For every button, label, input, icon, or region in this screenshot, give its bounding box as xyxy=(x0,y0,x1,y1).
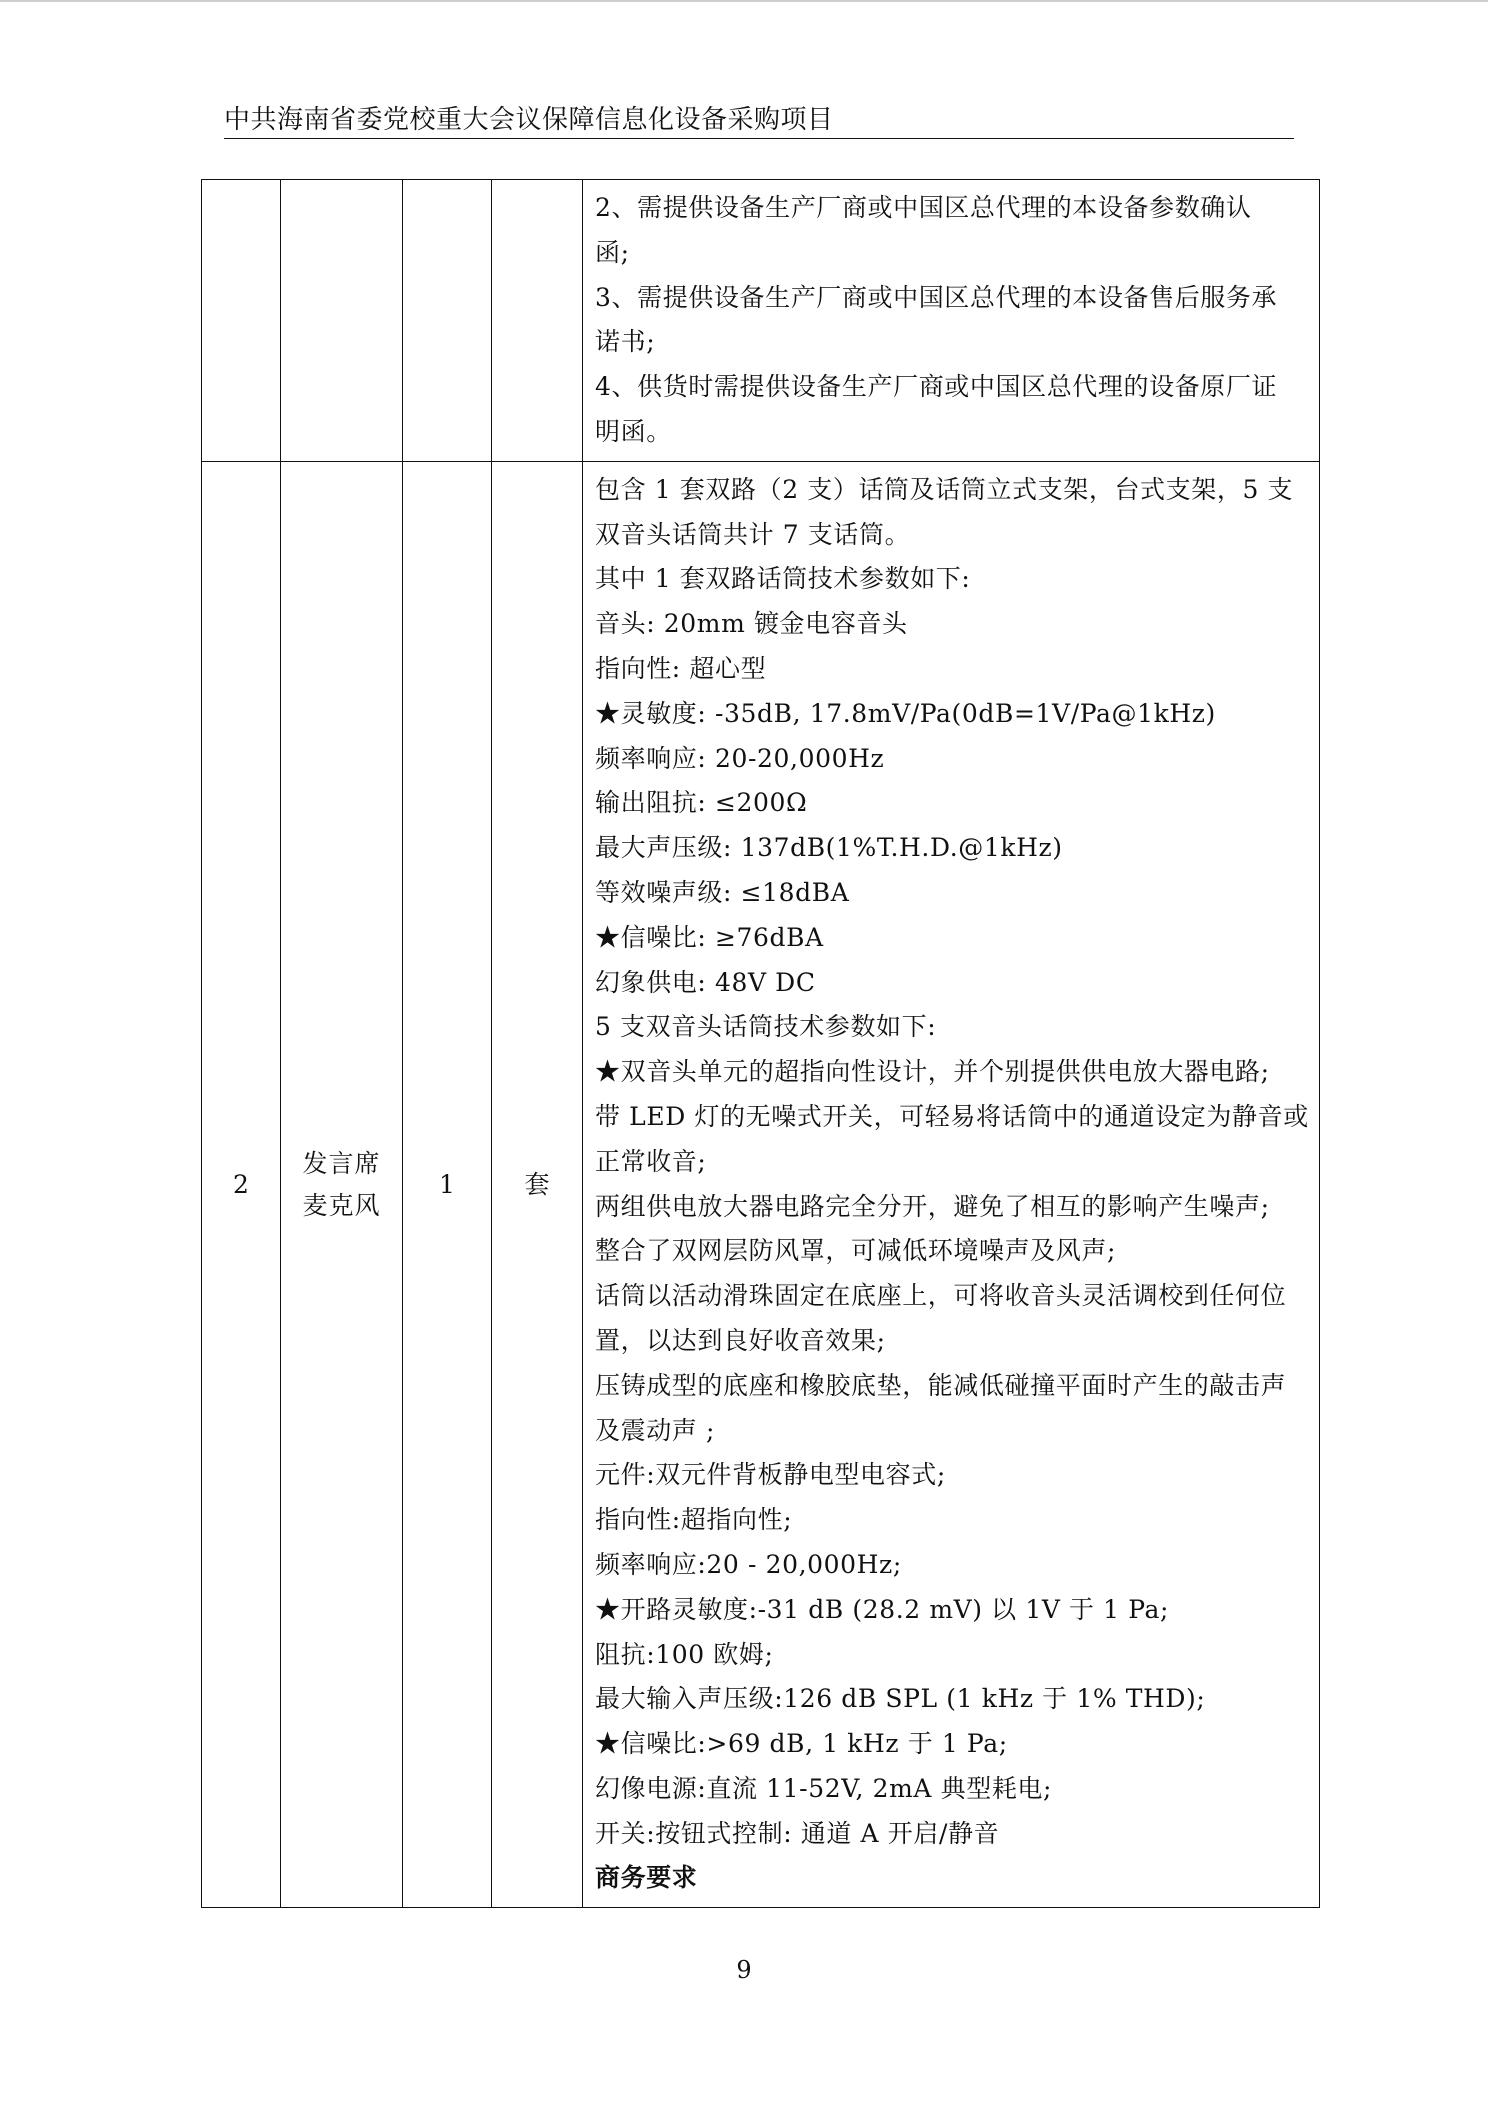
detail-line: 5 支双音头话筒技术参数如下: xyxy=(595,1012,937,1042)
page-top-rule xyxy=(0,0,1488,2)
detail-line: ★双音头单元的超指向性设计，并个别提供供电放大器电路; xyxy=(595,1057,1270,1087)
page-number: 9 xyxy=(736,1956,752,1984)
detail-line: 最大声压级: 137dB(1%T.H.D.@1kHz) xyxy=(595,833,1063,863)
detail-line: ★信噪比:>69 dB, 1 kHz 于 1 Pa; xyxy=(595,1729,1008,1759)
cell-unit: 套 xyxy=(492,461,583,1908)
item-name-text: 发言席麦克风 xyxy=(302,1148,381,1220)
detail-line: 诺书; xyxy=(595,327,656,357)
cell-name xyxy=(281,461,403,1908)
detail-line: 音头: 20mm 镀金电容音头 xyxy=(595,609,908,639)
detail-line: 正常收音; xyxy=(595,1146,707,1176)
detail-line: 函; xyxy=(595,237,630,267)
detail-line: 4、供货时需提供设备生产厂商或中国区总代理的设备原厂证 xyxy=(595,372,1278,402)
page-header xyxy=(224,104,1294,139)
cell-name xyxy=(281,180,403,462)
detail-line: 元件:双元件背板静电型电容式; xyxy=(595,1460,946,1490)
detail-line: 两组供电放大器电路完全分开，避免了相互的影响产生噪声; xyxy=(595,1191,1270,1221)
cell-detail xyxy=(583,180,1320,462)
detail-line: ★灵敏度: -35dB, 17.8mV/Pa(0dB=1V/Pa@1kHz) xyxy=(595,698,1216,728)
detail-lines xyxy=(595,186,1309,455)
cell-index: 2 xyxy=(202,461,281,1908)
detail-line: 其中 1 套双路话筒技术参数如下: xyxy=(595,564,971,594)
detail-line: 2、需提供设备生产厂商或中国区总代理的本设备参数确认 xyxy=(595,193,1252,222)
detail-line: 指向性:超指向性; xyxy=(595,1505,793,1535)
detail-line: 双音头话筒共计 7 支话筒。 xyxy=(595,519,911,549)
cell-qty: 1 xyxy=(403,461,492,1908)
detail-line: 等效噪声级: ≤18dBA xyxy=(595,877,850,907)
spec-table xyxy=(201,179,1320,1908)
cell-index xyxy=(202,180,281,462)
detail-lines xyxy=(595,468,1309,1857)
detail-line: 明函。 xyxy=(595,416,672,446)
detail-line: 幻象供电: 48V DC xyxy=(595,967,816,997)
detail-line: 阻抗:100 欧姆; xyxy=(595,1639,774,1669)
detail-line: 整合了双网层防风罩，可减低环境噪声及风声; xyxy=(595,1236,1117,1266)
detail-line: 指向性: 超心型 xyxy=(595,653,767,683)
detail-line: 带 LED 灯的无噪式开关，可轻易将话筒中的通道设定为静音或 xyxy=(595,1101,1309,1131)
detail-line: 及震动声 ; xyxy=(595,1415,715,1445)
detail-line: 包含 1 套双路（2 支）话筒及话筒立式支架，台式支架，5 支 xyxy=(595,474,1294,504)
cell-unit xyxy=(492,180,583,462)
detail-line: 压铸成型的底座和橡胶底垫，能减低碰撞平面时产生的敲击声 xyxy=(595,1370,1287,1400)
detail-line: 输出阻抗: ≤200Ω xyxy=(595,788,808,818)
cell-detail xyxy=(583,461,1320,1908)
header-title: 中共海南省委党校重大会议保障信息化设备采购项目 xyxy=(224,105,834,135)
table-row xyxy=(202,461,1320,1908)
detail-line: 置，以达到良好收音效果; xyxy=(595,1325,886,1355)
detail-line: 开关:按钮式控制: 通道 A 开启/静音 xyxy=(595,1818,1000,1848)
detail-line: 幻像电源:直流 11-52V, 2mA 典型耗电; xyxy=(595,1773,1053,1803)
cell-qty xyxy=(403,180,492,462)
detail-line-bold: 商务要求 xyxy=(595,1863,698,1893)
detail-line: 频率响应: 20-20,000Hz xyxy=(595,743,885,773)
table-row xyxy=(202,180,1320,462)
detail-line: 最大输入声压级:126 dB SPL (1 kHz 于 1% THD); xyxy=(595,1684,1206,1714)
detail-line: ★开路灵敏度:-31 dB (28.2 mV) 以 1V 于 1 Pa; xyxy=(595,1594,1170,1624)
detail-line: ★信噪比: ≥76dBA xyxy=(595,922,824,952)
detail-line: 频率响应:20 - 20,000Hz; xyxy=(595,1549,902,1579)
detail-line: 3、需提供设备生产厂商或中国区总代理的本设备售后服务承 xyxy=(595,282,1278,312)
detail-line: 话筒以活动滑珠固定在底座上，可将收音头灵活调校到任何位 xyxy=(595,1281,1287,1311)
